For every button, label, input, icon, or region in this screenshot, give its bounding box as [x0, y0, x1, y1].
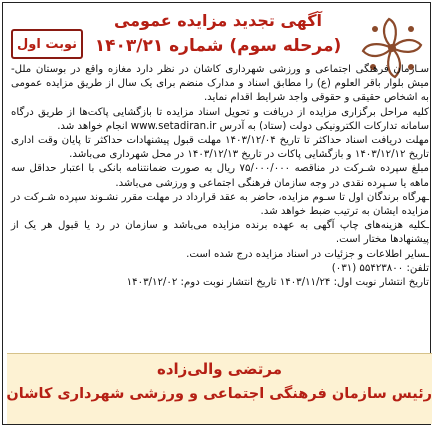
- paragraph-deadlines: مهلت دریافت اسناد حداکثر تا تاریخ ۱۴۰۳/۱۲/۰۴ مهلت قبول پیشنهادات حداکثر تا پایان وقت اداری تاریخ ۱۴۰۳/۱۲/۱۲ و بازگشایی پاکات در تاریخ ۱۴۰۳/۱۲/۱۳ در محل شهرداری می‌باشد.: [11, 135, 430, 161]
- signatory-title: رئیس سازمان فرهنگی اجتماعی و ورزشی شهرداری کاشان: [6, 386, 432, 402]
- signatory-name: مرتضی والی‌زاده: [156, 360, 283, 378]
- paragraph-intro: سـازمان فرهنگی اجتماعی و ورزشی شهرداری کاشان در نظر دارد مغازه واقع در بوستان ملل- میش بلوار باقر العلوم (ع) را مطابق اسناد و مدارک منضم برای یک سال از طریق مزایده عمومی به اشخاص حقیقی و حقوقی واجد شرایط اقدام نماید.: [11, 64, 429, 104]
- paragraph-procedure: کلیه مراحل برگزاری مزایده از دریافت و تحویل اسناد مزایده تا بازگشایی پاکت‌ها از طریق درگاه سامانه تدارکات الکترونیکی دولت (ستاد) به آدرس www.setadiran.ir انجام خواهد شد.: [11, 106, 429, 132]
- paragraph-costs: ـکلیه هزینه‌های چاپ آگهی به عهده برنده مزایده می‌باشد و سازمان در رد یا قبول هر یک از پیشنهادها مختار است.: [11, 220, 429, 246]
- paragraph-phone: تلفن: ۵۵۴۲۳۸۰۰ (۰۳۱): [331, 262, 429, 274]
- paragraph-details: ـسایر اطلاعات و جزئیات در اسناد مزایده درج شده است.: [186, 248, 429, 260]
- notice-body: [11, 63, 429, 290]
- signature-block: [7, 353, 432, 424]
- publication-round-badge: نوبت اول: [11, 29, 83, 59]
- paragraph-deposit: مبلغ سپرده شـرکت در مناقصه ۷۵/۰۰۰/۰۰۰ ریال به صورت ضمانتنامه بانکی با اعتبار حداقل سه ماهه یا سـپرده نقدی در وجه سازمان فرهنگی اجتماعی و ورزشی می‌باشد.: [11, 163, 429, 189]
- paragraph-publication-dates: تاریخ انتشار نوبت اول: ۱۴۰۳/۱۱/۲۴ تاریخ انتشار نوبت دوم: ۱۴۰۳/۱۲/۰۲: [126, 277, 429, 289]
- paragraph-winners: ـهرگاه برندگان اول تا سـوم مزایده، حاضر به عقد قرارداد در مهلت مقرر نشـوند سپرده شـرکت در مزایده ایشان به ترتیب ضبط خواهد شد.: [11, 191, 429, 218]
- notice-title: آگهی تجدید مزایده عمومی: [113, 11, 323, 30]
- notice-subtitle: (مرحله سوم) شماره ۱۴۰۳/۲۱: [94, 36, 342, 56]
- notice-frame: [2, 2, 431, 425]
